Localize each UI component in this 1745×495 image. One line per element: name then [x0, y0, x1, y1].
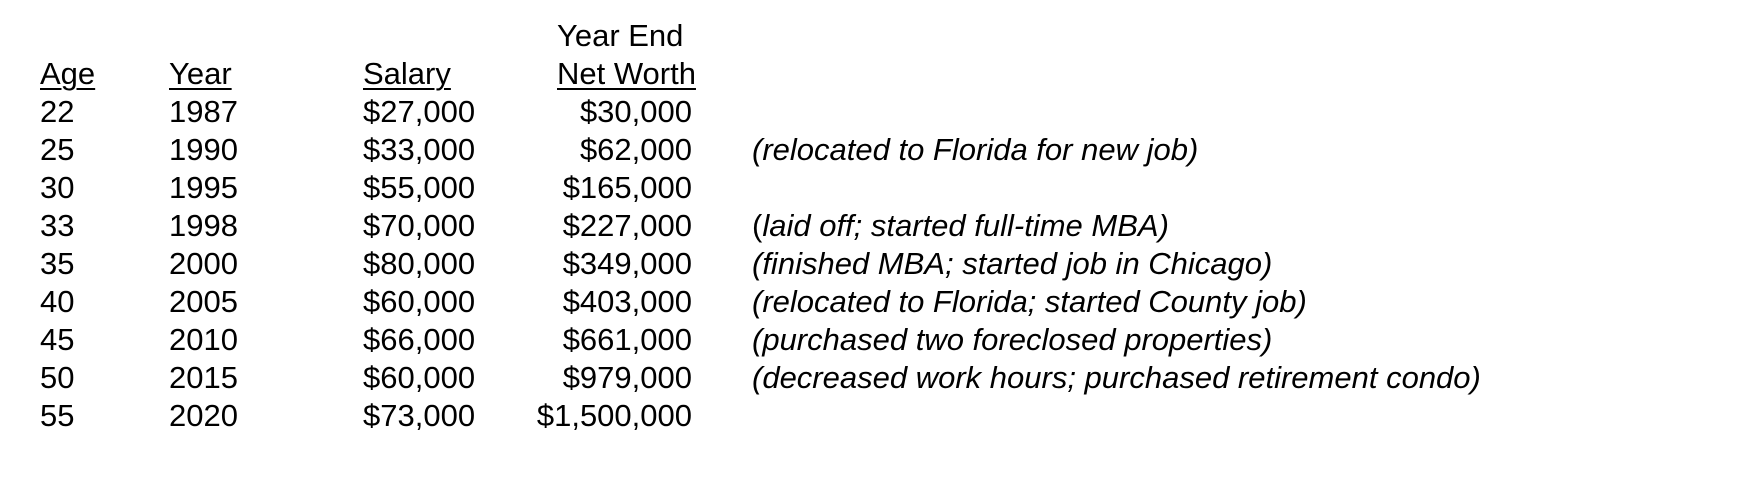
cell-year: 1998: [169, 208, 238, 243]
cell-age: 35: [40, 246, 75, 281]
cell-net-worth: $227,000: [562, 208, 692, 243]
cell-salary: $60,000: [363, 360, 476, 395]
cell-age: 55: [40, 398, 75, 433]
cell-year: 2000: [169, 246, 238, 281]
cell-age: 45: [40, 322, 75, 357]
cell-age: 30: [40, 170, 75, 205]
cell-year: 2015: [169, 360, 238, 395]
cell-age: 33: [40, 208, 75, 243]
cell-net-worth: $165,000: [562, 170, 692, 205]
cell-net-worth: $1,500,000: [536, 398, 692, 433]
cell-year: 2005: [169, 284, 238, 319]
header-net-worth-line2: Net Worth: [557, 56, 696, 91]
cell-note: (decreased work hours; purchased retirement condo): [752, 360, 1481, 395]
cell-net-worth: $62,000: [579, 132, 692, 167]
cell-year: 1987: [169, 94, 238, 129]
cell-note: [752, 207, 1169, 245]
cell-net-worth: $661,000: [562, 322, 692, 357]
header-row: [0, 55, 1745, 93]
cell-salary: $80,000: [363, 246, 476, 281]
cell-year: 1990: [169, 132, 238, 167]
cell-note: (finished MBA; started job in Chicago): [752, 246, 1273, 281]
cell-year: 2020: [169, 398, 238, 433]
table-row: [0, 245, 1745, 283]
cell-year: 1995: [169, 170, 238, 205]
cell-note: (relocated to Florida; started County job): [752, 284, 1307, 319]
note-text: laid off; started full-time MBA): [762, 208, 1169, 243]
cell-age: 22: [40, 94, 75, 129]
cell-salary: $27,000: [363, 94, 476, 129]
cell-age: 25: [40, 132, 75, 167]
cell-note: (purchased two foreclosed properties): [752, 322, 1273, 357]
table-row: [0, 169, 1745, 207]
note-open-paren: (: [752, 208, 763, 243]
header-salary: Salary: [363, 56, 451, 91]
cell-age: 50: [40, 360, 75, 395]
cell-salary: $60,000: [363, 284, 476, 319]
cell-salary: $70,000: [363, 208, 476, 243]
table-row: [0, 359, 1745, 397]
cell-net-worth: $349,000: [562, 246, 692, 281]
cell-note: (relocated to Florida for new job): [752, 132, 1199, 167]
cell-salary: $73,000: [363, 398, 476, 433]
table-row: [0, 321, 1745, 359]
table-row: [0, 131, 1745, 169]
table-row: [0, 397, 1745, 435]
cell-net-worth: $403,000: [562, 284, 692, 319]
cell-age: 40: [40, 284, 75, 319]
cell-salary: $55,000: [363, 170, 476, 205]
table-row: [0, 207, 1745, 245]
table-row: [0, 93, 1745, 131]
table-row: [0, 283, 1745, 321]
cell-year: 2010: [169, 322, 238, 357]
cell-salary: $66,000: [363, 322, 476, 357]
header-age: Age: [40, 56, 96, 91]
cell-net-worth: $979,000: [562, 360, 692, 395]
header-year: Year: [169, 56, 232, 91]
cell-salary: $33,000: [363, 132, 476, 167]
cell-net-worth: $30,000: [579, 94, 692, 129]
header-net-worth-line1: Year End: [557, 18, 684, 53]
header-row-top: [0, 17, 1745, 55]
